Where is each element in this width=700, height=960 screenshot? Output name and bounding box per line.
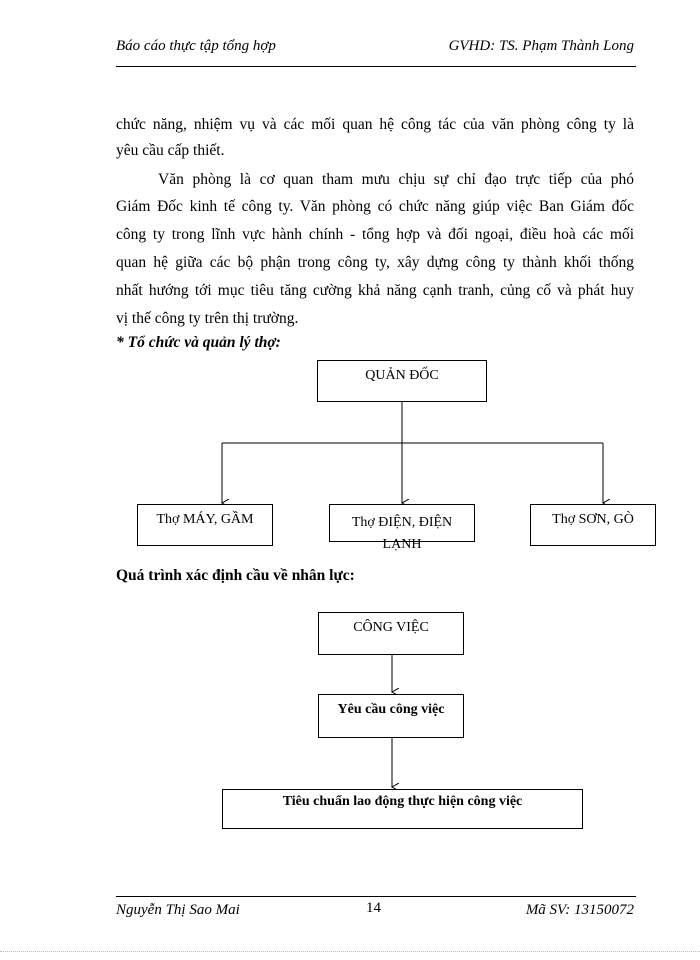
page-number: 14	[366, 900, 381, 916]
box-label: Yêu cầu công việc	[337, 702, 445, 717]
body-line: nhất hướng tới mục tiêu tăng cường khả năng cạnh tranh, củng cố và phát huy	[116, 282, 634, 299]
box-painter	[530, 504, 656, 546]
box-label: QUẢN ĐỐC	[365, 368, 439, 383]
box-label: Thợ MÁY, GẦM	[156, 512, 254, 527]
footer-rule	[116, 896, 636, 897]
box-job	[318, 612, 464, 655]
box-foreman	[317, 360, 487, 402]
box-label: Thợ ĐIỆN, ĐIỆN LẠNH	[351, 515, 453, 552]
header-left: Báo cáo thực tập tổng hợp	[116, 38, 276, 54]
section-heading-demand: Quá trình xác định cầu về nhân lực:	[116, 567, 355, 584]
body-line: Văn phòng là cơ quan tham mưu chịu sự chỉ đạo trực tiếp của phó	[158, 171, 634, 188]
body-line: yêu cầu cấp thiết.	[116, 142, 225, 159]
box-label: Thợ SƠN, GÒ	[552, 512, 634, 527]
body-line: vị thế công ty trên thị trường.	[116, 310, 299, 327]
page-edge	[0, 951, 700, 952]
body-line: chức năng, nhiệm vụ và các mối quan hệ công tác của văn phòng công ty là	[116, 116, 634, 133]
footer-author: Nguyễn Thị Sao Mai	[116, 902, 240, 918]
header-right: GVHD: TS. Phạm Thành Long	[448, 38, 634, 54]
box-mechanic	[137, 504, 273, 546]
box-label: Tiêu chuẩn lao động thực hiện công việc	[282, 794, 523, 809]
body-line: công ty trong lĩnh vực hành chính - tổng hợp và đối ngoại, điều hoà các mối	[116, 226, 634, 243]
footer-student-id: Mã SV: 13150072	[525, 902, 634, 918]
box-job-requirements	[318, 694, 464, 738]
box-electrician	[329, 504, 475, 552]
section-heading-workers: * Tổ chức và quản lý thợ:	[116, 334, 281, 351]
body-line: Giám Đốc kinh tế công ty. Văn phòng có chức năng giúp việc Ban Giám đốc	[116, 198, 634, 215]
box-labor-standards	[222, 789, 583, 829]
box-label: CÔNG VIỆC	[353, 620, 429, 635]
body-line: quan hệ giữa các bộ phận trong công ty, xây dựng công ty thành khối thống	[116, 254, 634, 271]
